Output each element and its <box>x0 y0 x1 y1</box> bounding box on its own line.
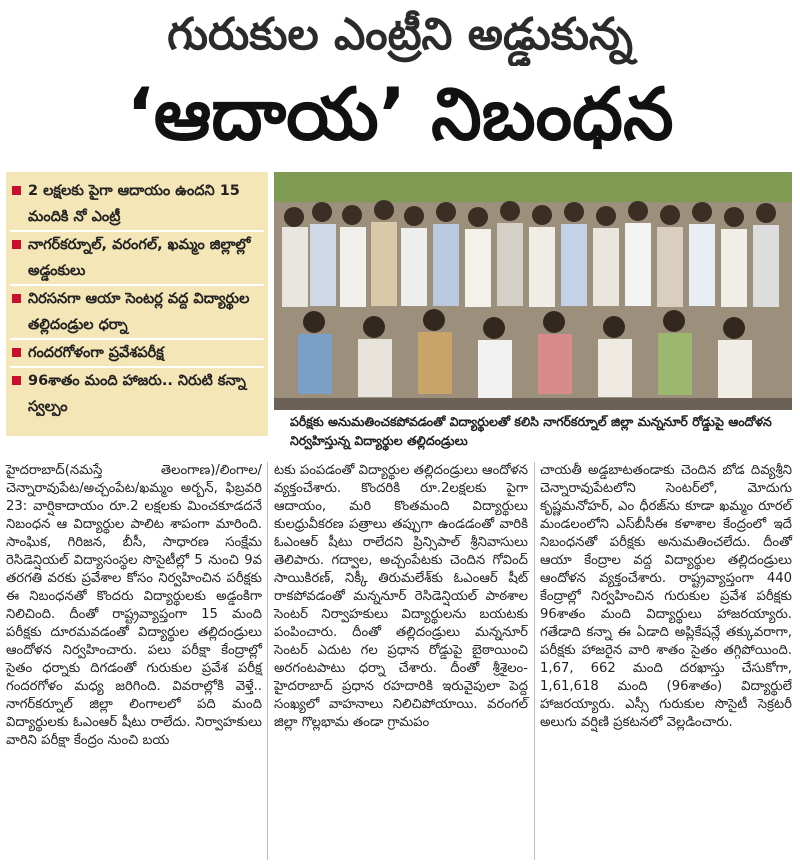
article-column-2: టకు పంపడంతో విద్యార్థుల తల్లిదండ్రులు ఆందోళన వ్యక్తంచేశారు. కొందరికి రూ.2లక్షలకు పైగా ఆదాయం, మరి కొంతమంది విద్యార్థులు కులధ్రువీకరణ పత్రాలు తప్పుగా ఉండడంతో వారికి ఓఎంఆర్ షీటు రాలేదని ప్రిన్సిపాల్ శ్రీనివాసులు తెలిపారు. గద్వాల, అచ్చంపేటకు చెందిన గోవింద్ సాయికిరణ్, నిక్కీ తిరుమలేశ్‌కు ఓఎంఆర్ షీట్ రాకపోవడంతో మన్ననూర్ రెసిడెన్షియల్ పాఠశాల సెంటర్ నిర్వాహకులు విద్యార్థులను బయటకు పంపించారు. దీంతో తల్లిదండ్రులు మన్ననూర్ సెంటర్ ఎదుట గల ప్రధాన రోడ్డుపై బైఠాయించి అరగంటపాటు ధర్నా చేశారు. దీంతో శ్రీశైలం- హైదరాబాద్ ప్రధాన రహదారికి ఇరువైపులా పెద్ద సంఖ్యలో వాహనాలు నిలిచిపోయాయి. వరంగల్ జిల్లా గొల్లభామ తండా గ్రామపం <box>274 463 528 730</box>
bullet-square-icon <box>12 294 21 303</box>
highlight-item <box>10 230 264 284</box>
highlight-item <box>10 178 264 230</box>
bullet-square-icon <box>12 186 21 195</box>
headline-line-2: ‘ఆదాయ’ నిబంధన <box>126 72 674 156</box>
headline-line-1: గురుకుల ఎంట్రీని అడ్డుకున్న <box>167 9 633 60</box>
highlights-box <box>6 172 268 436</box>
highlight-item <box>10 338 264 366</box>
highlight-text: గందరగోళంగా ప్రవేశపరీక్ష <box>28 345 164 361</box>
protest-crowd-illustration <box>274 172 792 410</box>
column-divider <box>534 462 535 860</box>
highlight-text: నిరసనగా ఆయా సెంటర్ల వద్ద విద్యార్థుల తల్లిదండ్రుల ధర్నా <box>28 291 250 333</box>
photo-caption: పరీక్షకు అనుమతించకపోవడంతో విద్యార్థులతో కలిసి నాగర్‌కర్నూల్ జిల్లా మన్ననూర్ రోడ్డుపై ఆందోళన నిర్వహిస్తున్న విద్యార్థుల తల్లిదండ్రులు <box>290 414 772 448</box>
column-divider <box>267 462 268 860</box>
highlight-item <box>10 366 264 420</box>
protest-photo <box>274 172 792 410</box>
article-column-3: చాయతీ అడ్డబాటతండాకు చెందిన బోడ దివ్యశ్రీని చెన్నారావుపేటలోని సెంటర్‌లో, మోదుగు కృష్ణమనోహర్, ఎం ధీరజ్‌ను కూడా ఖమ్మం రూరల్ మండలంలోని ఎస్‌బీసీఈ కళాశాల కేంద్రంలో ఇదే నిబంధనతో పరీక్షకు అనుమతించలేదు. దీంతో ఆయా కేంద్రాల వద్ద విద్యార్థుల తల్లిదండ్రులు ఆందోళన వ్యక్తంచేశారు. రాష్ట్రవ్యాప్తంగా 440 కేంద్రాల్లో నిర్వహించిన గురుకుల ప్రవేశ పరీక్షకు 96శాతం మంది విద్యార్థులు హాజరయ్యారు. గతేడాది కన్నా ఈ ఏడాది అప్లికేషన్లే తక్కువరాగా, పరీక్షకు హాజరైన వారి శాతం సైతం తగ్గిపోయింది. 1,67, 662 మంది దరఖాస్తు చేసుకోగా, 1,61,618 మంది (96శాతం) విద్యార్థులే హాజరయ్యారు. ఎస్సీ గురుకుల సొసైటీ సెక్రటరీ అలుగు వర్షిణి ప్రకటనలో వెల్లడించారు. <box>540 463 792 730</box>
highlight-text: నాగర్‌కర్నూల్, వరంగల్, ఖమ్మం జిల్లాల్లో అడ్డంకులు <box>28 237 251 279</box>
bullet-square-icon <box>12 376 21 385</box>
highlight-item <box>10 284 264 338</box>
bullet-square-icon <box>12 240 21 249</box>
highlight-text: 2 లక్షలకు పైగా ఆదాయం ఉందని 15 మందికి నో ఎంట్రీ <box>28 183 240 225</box>
highlight-text: 96శాతం మంది హాజరు.. నిరుటి కన్నా స్వల్పం <box>28 373 246 415</box>
article-column-1: హైదరాబాద్(నమస్తే తెలంగాణ)/లింగాల/చెన్నారావుపేట/అచ్చంపేట/ఖమ్మం అర్బన్, ఫిబ్రవరి 23: వార్షికాదాయం రూ.2 లక్షలకు మించకూడదనే నిబంధన ఆ విద్యార్థుల పాలిట శాపంగా మారింది. సాంఘిక, గిరిజన, బీసీ, సాధారణ సంక్షేమ రెసిడెన్షియల్ విద్యాసంస్థల సొసైటీల్లో 5 నుంచి 9వ తరగతి వరకు ప్రవేశాల కోసం నిర్వహించిన పరీక్షకు ఈ నిబంధనతో కొందరు విద్యార్థులకు అడ్డంకిగా నిలిచింది. దీంతో రాష్ట్రవ్యాప్తంగా 15 మంది పరీక్షకు దూరమవడంతో విద్యార్థుల తల్లిదండ్రులు ఆందోళన నిర్వహించారు. పలు పరీక్షా కేంద్రాల్లో సైతం ధర్నాకు దిగడంతో గురుకుల ప్రవేశ పరీక్ష గందరగోళం మధ్య జరిగింది. వివరాల్లోకి వెళ్తే.. నాగర్‌కర్నూల్ జిల్లా లింగాలలో పది మంది విద్యార్థులకు ఓఎంఆర్ షీటు రాలేదు. నిర్వాహకులు వారిని పరీక్షా కేంద్రం నుంచి బయ <box>6 463 262 748</box>
bullet-square-icon <box>12 348 21 357</box>
